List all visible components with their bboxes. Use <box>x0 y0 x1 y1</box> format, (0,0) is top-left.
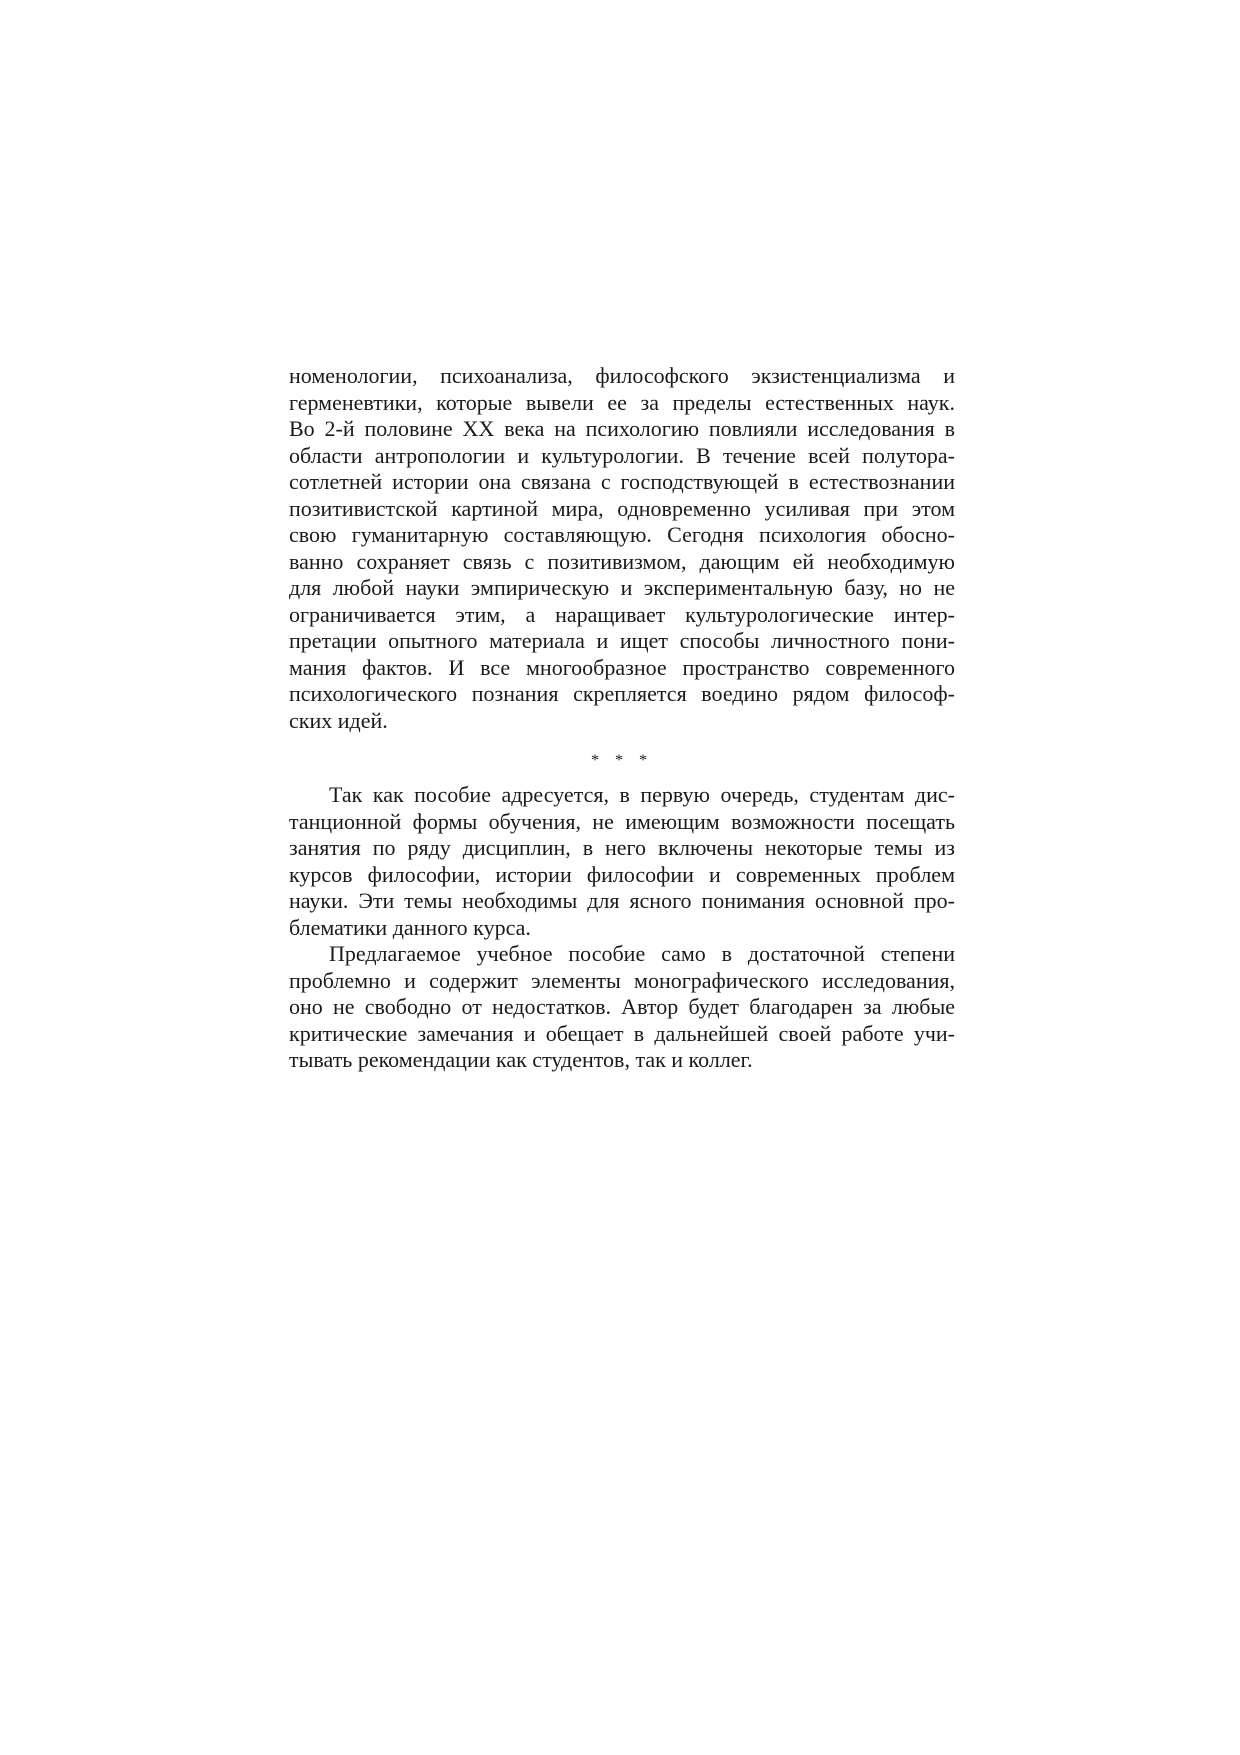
text-line: претации опытного материала и ищет способы личностного пони- <box>289 628 955 653</box>
paragraph-audience <box>289 782 955 1074</box>
text-line: блематики данного курса. <box>289 914 531 940</box>
text-line: герменевтики, которые вывели ее за пределы естественных наук. <box>289 389 955 415</box>
paragraph-continuation <box>289 363 955 734</box>
text-line: курсов философии, истории философии и современных проблем <box>289 861 955 887</box>
text-line: проблемно и содержит элементы монографического исследования, <box>289 967 955 993</box>
text-line: науки. Эти темы необходимы для ясного понимания основной про- <box>289 888 955 913</box>
text-line: тывать рекомендации как студентов, так и коллег. <box>289 1047 753 1072</box>
text-line: области антропологии и культурологии. В течение всей полутора- <box>289 442 955 468</box>
text-line: ванно сохраняет связь с позитивизмом, дающим ей необходимую <box>289 548 955 574</box>
text-line: критические замечания и обещает в дальнейшей своей работе учи- <box>289 1020 955 1046</box>
text-line: психологического познания скрепляется воедино рядом философ- <box>289 681 955 706</box>
text-line: сотлетней истории она связана с господствующей в естествознании <box>289 469 955 494</box>
text-line: Во 2-й половине XX века на психологию повлияли исследования в <box>289 416 955 441</box>
text-line: для любой науки эмпирическую и экспериментальную базу, но не <box>289 575 955 600</box>
text-line: Так как пособие адресуется, в первую очередь, студентам дис- <box>329 782 955 807</box>
text-line: ских идей. <box>289 707 388 733</box>
text-line: танционной формы обучения, не имеющим возможности посещать <box>289 808 955 834</box>
text-line: занятия по ряду дисциплин, в него включены некоторые темы из <box>289 835 955 860</box>
text-line: мания фактов. И все многообразное пространство современного <box>289 654 955 680</box>
text-line: номенологии, психоанализа, философского экзистенциализма и <box>289 363 955 388</box>
text-line: позитивистской картиной мира, одновременно усиливая при этом <box>289 495 955 521</box>
text-line: Предлагаемое учебное пособие само в достаточной степени <box>329 941 955 966</box>
text-line: свою гуманитарную составляющую. Сегодня психология обосно- <box>289 522 955 547</box>
section-separator: * * * <box>591 752 653 769</box>
text-line: оно не свободно от недостатков. Автор будет благодарен за любые <box>289 994 955 1019</box>
text-line: ограничивается этим, а наращивает культурологические интер- <box>289 601 955 627</box>
